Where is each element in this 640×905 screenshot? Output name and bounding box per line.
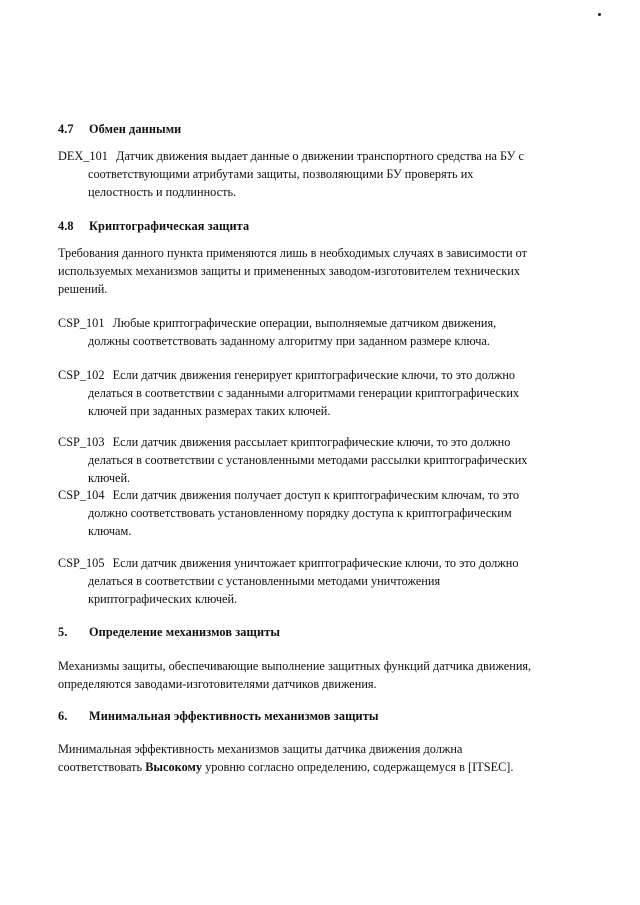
section-heading-4-8: [58, 219, 249, 234]
section-intro-paragraph: [58, 245, 558, 298]
section-title: Минимальная эффективность механизмов защиты: [89, 709, 379, 723]
paragraph-line: Требования данного пункта применяются лишь в необходимых случаях в зависимости от: [58, 246, 528, 260]
paragraph-line: решений.: [58, 281, 108, 296]
requirement-id: DEX_101: [58, 149, 108, 163]
requirement-text-line: целостность и подлинность.: [88, 184, 237, 199]
requirement-csp-103: [58, 434, 568, 487]
requirement-text-line: Если датчик движения рассылает криптографические ключи, то это должно: [112, 435, 511, 449]
section-number: 4.8: [58, 219, 74, 233]
requirement-text-line: Если датчик движения получает доступ к криптографическим ключам, то это: [112, 488, 520, 502]
paragraph-line: Минимальная эффективность механизмов защиты датчика движения должна: [58, 742, 463, 756]
requirement-id: CSP_102: [58, 368, 105, 382]
requirement-text-line: делаться в соответствии с установленными методами рассылки криптографических: [88, 452, 528, 467]
paragraph-line: определяются заводами-изготовителями датчиков движения.: [58, 676, 377, 691]
requirement-text-line: ключей при заданных размерах таких ключей.: [88, 403, 331, 418]
requirement-text-line: Датчик движения выдает данные о движении транспортного средства на БУ с: [115, 149, 524, 163]
requirement-id: CSP_101: [58, 316, 105, 330]
text-run: уровню согласно определению, содержащемуся в [ITSEC].: [202, 759, 514, 774]
paragraph-line: Механизмы защиты, обеспечивающие выполнение защитных функций датчика движения,: [58, 659, 532, 673]
requirement-text-line: делаться в соответствии с заданными алгоритмами генерации криптографических: [88, 385, 520, 400]
requirement-text-line: делаться в соответствии с установленными методами уничтожения: [88, 573, 441, 588]
requirement-csp-102: [58, 367, 568, 420]
section-title: Криптографическая защита: [89, 219, 250, 233]
requirement-text-line: должны соответствовать заданному алгоритму при заданном размере ключа.: [88, 333, 490, 348]
requirement-text-line: должно соответствовать установленному порядку доступа к криптографическим: [88, 505, 512, 520]
requirement-text-line: Если датчик движения генерирует криптографические ключи, то это должно: [112, 368, 516, 382]
section-title: Определение механизмов защиты: [89, 625, 281, 639]
section-title: Обмен данными: [89, 122, 182, 136]
requirement-csp-105: [58, 555, 568, 608]
requirement-id: CSP_104: [58, 488, 105, 502]
section-5-paragraph: [58, 658, 558, 694]
requirement-text-line: ключам.: [88, 523, 132, 538]
text-run: соответствовать: [58, 759, 146, 774]
requirement-id: CSP_105: [58, 556, 105, 570]
section-heading-6: [58, 709, 379, 724]
requirement-text-line: ключей.: [88, 470, 131, 485]
section-number: 5.: [58, 625, 68, 639]
section-6-paragraph: [58, 741, 558, 777]
section-number: 4.7: [58, 122, 74, 136]
requirement-text-line: Если датчик движения уничтожает криптографические ключи, то это должно: [112, 556, 519, 570]
emphasized-level: Высокому: [145, 759, 203, 774]
paragraph-line: [58, 759, 558, 777]
requirement-text-line: Любые криптографические операции, выполняемые датчиком движения,: [112, 316, 497, 330]
scan-speck: [598, 13, 601, 16]
section-heading-5: [58, 625, 280, 640]
requirement-csp-101: [58, 315, 568, 351]
paragraph-line: используемых механизмов защиты и примененных заводом-изготовителем технических: [58, 263, 520, 278]
requirement-dex-101: [58, 148, 568, 201]
requirement-csp-104: [58, 487, 568, 540]
section-number: 6.: [58, 709, 68, 723]
requirement-text-line: соответствующими атрибутами защиты, позволяющими БУ проверять их: [88, 166, 474, 181]
section-heading-4-7: [58, 122, 181, 137]
requirement-text-line: криптографических ключей.: [88, 591, 238, 606]
requirement-id: CSP_103: [58, 435, 105, 449]
